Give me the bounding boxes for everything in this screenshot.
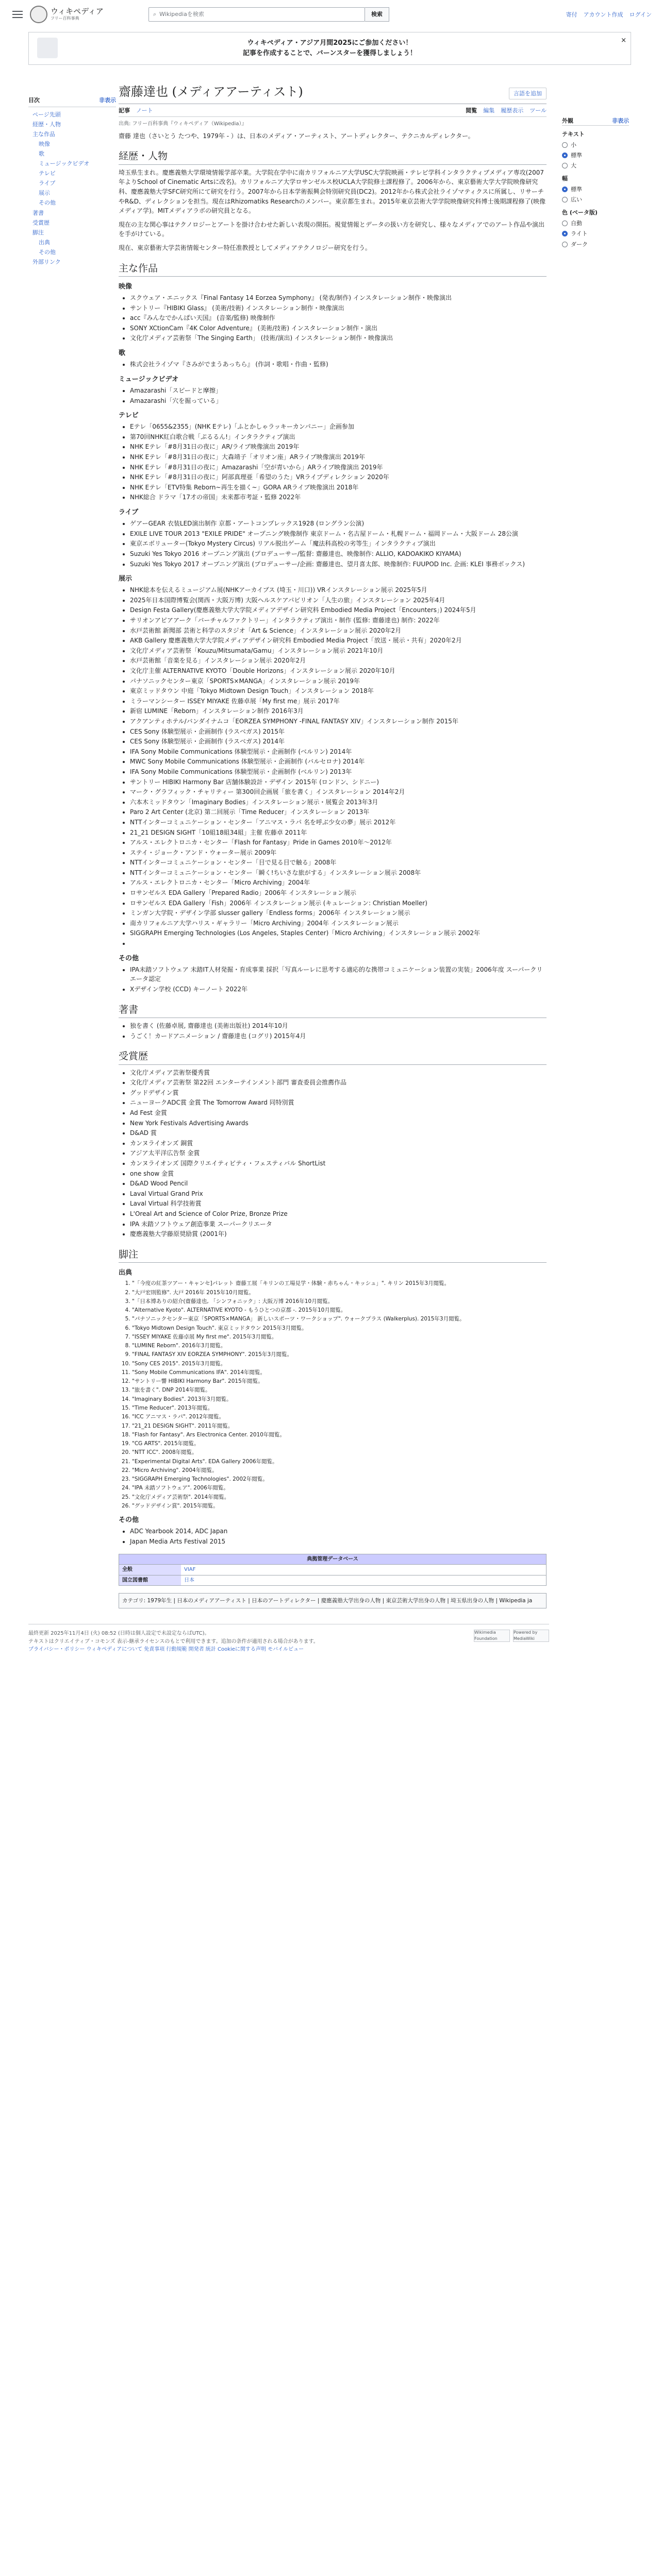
reference-item[interactable]: 1. "「今度の紅茶ツアー・キャンセ]パレット 齋藤工展「キリンの工場見学・体験・赤ちゃん・キッシュ」". キリン 2015年3月閲覧。 <box>132 1279 547 1287</box>
width-standard[interactable]: 標準 <box>562 185 629 194</box>
list-item: • NHK Eテレ「#8月31日の夜に」Amazarashi「空が青いから」ARライブ映像演出 2019年 <box>130 463 547 472</box>
authority-control <box>119 1554 547 1586</box>
radio-icon <box>562 187 568 192</box>
subsection-mv: ミュージックビデオ <box>119 375 179 383</box>
site-title: ウィキペディア <box>51 6 104 16</box>
authority-row: 全般 VIAF <box>119 1564 546 1575</box>
page-footer <box>28 1624 549 1659</box>
radio-icon <box>562 142 568 148</box>
close-icon[interactable]: × <box>621 37 626 44</box>
site-subtitle: フリー百科事典 <box>51 16 79 21</box>
add-language-button[interactable]: 言語を追加 <box>509 88 547 99</box>
section-books: 著書 <box>119 1003 547 1018</box>
create-account-link[interactable]: アカウント作成 <box>583 11 623 18</box>
awards-list <box>130 1068 547 1239</box>
list-item: • SIGGRAPH Emerging Technologies (Los Angeles, Staples Center)「Micro Archiving」インスタレーション展示 2002年 <box>130 928 547 938</box>
reference-item[interactable]: 16. "ICC アニマス・ラパ". 2012年閲覧。 <box>132 1413 547 1421</box>
site-notice-banner <box>28 32 631 65</box>
wikimedia-badge[interactable]: Wikimedia Foundation <box>474 1630 510 1642</box>
list-item: • ロサンゼルス EDA Gallery「Fish」2006年 インスタレーション展示 (キュレーション: Christian Moeller) <box>130 899 547 908</box>
list-item: • Japan Media Arts Festival 2015 <box>130 1537 547 1547</box>
reference-item[interactable]: 20. "NTT ICC". 2008年閲覧。 <box>132 1448 547 1456</box>
list-item: • 株式会社ライゾマ『さみがでまうあっちら』 (作詞・歌唱・作曲・監修) <box>130 360 547 369</box>
toc-item[interactable]: 展示 <box>39 190 50 197</box>
tab-read[interactable]: 閲覧 <box>466 107 477 114</box>
books-list <box>130 1021 547 1041</box>
list-item: • Design Festa Gallery(慶應義塾大学大学院メディアデザイン研究科 Embodied Media Project「Encounters」) 2024年5月 <box>130 605 547 615</box>
color-light[interactable]: ライト <box>562 229 629 238</box>
list-item: • Amazarashi「スピードと摩擦」 <box>130 386 547 396</box>
reference-item[interactable]: 21. "Experimental Digital Arts". EDA Gallery 2006年閲覧。 <box>132 1458 547 1466</box>
toc-title: 目次 <box>28 97 40 104</box>
radio-icon <box>562 152 568 158</box>
career-paragraph: 現在、東京藝術大学芸術情報センター特任准教授としてメディアテクノロジー研究を行う。 <box>119 244 371 251</box>
donate-link[interactable]: 寄付 <box>566 11 577 18</box>
list-item: • NHK Eテレ「#8月31日の夜に」AR/ライブ映像演出 2019年 <box>130 442 547 452</box>
list-item: • カンヌライオンズ 銅賞 <box>130 1139 547 1148</box>
reference-item[interactable]: 13. "旅を書く". DNP 2014年閲覧。 <box>132 1386 547 1394</box>
reference-item[interactable]: 14. "Imaginary Bodies". 2013年3月閲覧。 <box>132 1395 547 1403</box>
appearance-hide-button[interactable]: 非表示 <box>612 117 629 124</box>
list-item: • 第70回NHK紅白歌合戦「ぷるるん!」インタラクティブ演出 <box>130 432 547 442</box>
subsection-tv: テレビ <box>119 412 139 420</box>
list-item: • NHK総合 ドラマ「17才の帝国」未来都市考証・監修 2022年 <box>130 493 547 502</box>
mediawiki-badge[interactable]: Powered by MediaWiki <box>513 1630 549 1642</box>
subsection-exhibit: 展示 <box>119 575 133 583</box>
category-links[interactable]: カテゴリ: 1979年生 | 日本のメディアアーティスト | 日本のアートディレクター | 慶應義塾大学出身の人物 | 東京芸術大学出身の人物 | 埼玉県出身の人物 | Wikipedia ja <box>119 1593 547 1608</box>
list-item: • EXILE LIVE TOUR 2013 "EXILE PRIDE" オープニング映像制作 東京ドーム・名古屋ドーム・札幌ドーム・福岡ドーム・大阪ドーム 28公演 <box>130 529 547 539</box>
text-size-label: テキスト <box>562 131 585 138</box>
mv-list <box>130 386 547 405</box>
section-career: 経歴・人物 <box>119 149 547 164</box>
list-item: • NHK Eテレ「ETV特集 Reborn~再生を描く~」GORA ARライブ映像演出 2018年 <box>130 483 547 493</box>
reference-item[interactable]: 26. "グッドデザイン賞". 2015年閲覧。 <box>132 1502 547 1510</box>
radio-icon <box>562 242 568 247</box>
list-item: • Laval Virtual 科学技術賞 <box>130 1199 547 1209</box>
toc-item[interactable]: 映像 <box>39 141 50 148</box>
banner-image <box>37 38 58 58</box>
list-item: • Eテレ「0655&2355」(NHK Eテレ)「ふとかしゃラッキーカンパニー」企画参加 <box>130 422 547 432</box>
list-item: • ニューヨークADC賞 金賞 The Tomorrow Award 同特別賞 <box>130 1098 547 1108</box>
reference-item[interactable]: 22. "Micro Archiving". 2004年閲覧。 <box>132 1466 547 1475</box>
main-menu-icon[interactable] <box>12 11 23 18</box>
toc-item[interactable]: ライブ <box>39 180 56 187</box>
list-item: • ゲアーGEAR 衣装LED演出制作 京都・アートコンプレックス1928 (ロングラン公演) <box>130 519 547 529</box>
list-item: • サントリー HIBIKI Harmony Bar 店舗体験設計・デザイン 2015年 (ロンドン、シドニー) <box>130 777 547 787</box>
color-auto[interactable]: 自動 <box>562 219 629 228</box>
toc-item[interactable]: 脚注 <box>32 229 44 236</box>
toc-item[interactable]: ページ先頭 <box>32 111 61 118</box>
list-item: • マーク・グラフィック・チャリティー 第300回企画展「旅を書く」インスタレーション 2014年2月 <box>130 787 547 797</box>
intro-paragraph: 齋藤 達也（さいとう たつや、1979年 - ）は、日本のメディア・アーティスト、アートディレクター、テクニカルディレクター。 <box>119 132 474 140</box>
list-item: • New York Festivals Advertising Awards <box>130 1118 547 1128</box>
toc-item[interactable]: その他 <box>39 248 56 256</box>
toc-item[interactable]: 外部リンク <box>32 258 61 265</box>
reference-item[interactable]: 11. "Sony Mobile Communications IFA". 2014年閲覧。 <box>132 1368 547 1377</box>
song-list <box>130 360 547 369</box>
reference-item[interactable]: 10. "Sony CES 2015". 2015年3月閲覧。 <box>132 1360 547 1368</box>
reference-item[interactable]: 25. "文化庁メディア芸術祭". 2014年閲覧。 <box>132 1493 547 1501</box>
exhibit-list <box>130 585 547 948</box>
career-paragraph: 現在の主な関心事はテクノロジーとアートを掛け合わせた新しい表現の開拓。視覚情報とデータの扱い方を研究し、様々なメディアでのアート作品や演出を手がけている。 <box>119 221 544 238</box>
toc-item[interactable]: 受賞歴 <box>32 219 49 226</box>
article-content <box>116 65 552 1608</box>
reference-item[interactable]: 2. "大戸宏則監修". 大戸 2016年 2015年10月閲覧。 <box>132 1289 547 1297</box>
list-item: • アクアンティホテル/バンダイナムコ「EORZEA SYMPHONY -FINAL FANTASY XIV」インスタレーション制作 2015年 <box>130 717 547 726</box>
tab-article[interactable]: 記事 <box>119 107 130 114</box>
list-item: • CES Sony 体験型展示・企画制作 (ラスベガス) 2015年 <box>130 727 547 737</box>
list-item: • Suzuki Yes Tokyo 2017 オープニング演出 (プロデューサー/企画: 齋藤達也、望月喜太郎、映像制作: FUUPOD Inc. 企画: KLEI 事務ボックス) <box>130 560 547 569</box>
from-line: 出典: フリー百科事典『ウィキペディア（Wikipedia）』 <box>119 121 247 127</box>
list-item: • Ad Fest 金賞 <box>130 1108 547 1118</box>
subsection-song: 歌 <box>119 349 126 358</box>
list-item: • Xデザイン学校 (CCD) キーノート 2022年 <box>130 985 547 994</box>
list-item: • IPA未踏ソフトウェア 未踏IT人材発掘・育成事業 採択「写真ルーレに思考する適応的な携帯コミュニケーション装置の実装」2006年度 スーパークリエータ認定 <box>130 965 547 984</box>
list-item: • NHK総本を伝えるミュージアム展(NHKアーカイブス (埼玉・川口)) VRインスタレーション展示 2025年5月 <box>130 585 547 595</box>
list-item: • 慶應義塾大学藤原奨励賞 (2001年) <box>130 1229 547 1239</box>
tab-talk[interactable]: ノート <box>136 107 153 114</box>
banner-line-2: 記事を作成することで、バーンスターを獲得しましょう！ <box>242 49 417 57</box>
color-dark[interactable]: ダーク <box>562 240 629 249</box>
list-item: • 21_21 DESIGN SIGHT「10組18組34組」主催 佐藤卓 2011年 <box>130 828 547 838</box>
toc-item[interactable]: ミュージックビデオ <box>39 160 90 167</box>
video-list <box>130 293 547 343</box>
list-item: • カンヌライオンズ 国際クリエイティビティ・フェスティバル ShortList <box>130 1159 547 1168</box>
list-item: • 東京ミッドタウン 中庭「Tokyo Midtown Design Touch」インスタレーション 2018年 <box>130 686 547 696</box>
list-item: • ミンガン大学院・デザイン学部 slusser gallery「Endless forms」2006年 インスタレーション展示 <box>130 908 547 918</box>
radio-icon <box>562 163 568 168</box>
reference-item[interactable]: 19. "CG ARTS". 2015年閲覧。 <box>132 1439 547 1448</box>
table-of-contents <box>28 65 116 1608</box>
list-item: • NTTインターコミュニケーション・センター「目で見る目で触る」2008年 <box>130 858 547 868</box>
list-item: • 2025年日本国際博覧会(関西・大阪万博) 大阪ヘルスケアパビリオン「人生の旅」インスタレーション 2025年4月 <box>130 596 547 605</box>
license-text: テキストはクリエイティブ・コモンズ 表示-継承ライセンスのもとで利用できます。追加の条件が適用される場合があります。 <box>28 1638 319 1645</box>
tv-list <box>130 422 547 502</box>
reference-item[interactable]: 7. "ISSEY MIYAKE 佐藤卓展 My first me". 2015年3月閲覧。 <box>132 1333 547 1341</box>
list-item: • IFA Sony Mobile Communications 体験型展示・企画制作 (ベルリン) 2014年 <box>130 747 547 757</box>
login-link[interactable]: ログイン <box>629 11 652 18</box>
list-item: • L'Oreal Art and Science of Color Prize, Bronze Prize <box>130 1209 547 1219</box>
other2-list <box>130 1527 547 1546</box>
toc-item[interactable]: テレビ <box>39 170 56 177</box>
reference-item[interactable]: 15. "Time Reducer". 2013年閲覧。 <box>132 1404 547 1412</box>
toc-item[interactable]: 著書 <box>32 209 44 216</box>
width-label: 幅 <box>562 175 568 182</box>
list-item: • アルス・エレクトロニカ・センター「Micro Archiving」2004年 <box>130 878 547 888</box>
toc-item[interactable]: 経歴・人物 <box>32 121 61 128</box>
text-size-standard[interactable]: 標準 <box>562 151 629 160</box>
radio-icon <box>562 197 568 202</box>
career-paragraph: 埼玉県生まれ。慶應義塾大学環境情報学部卒業。大学院在学中に南カリフォルニア大学USC大学院映画・テレビ学科インタラクティブメディア専攻(2007年よりSchool of Cinematic Artsに改名)。カリフォルニア大学ロサンゼルス校UCLA大学院修士課程修了。2006年から、東京藝術大学大学院映像研究科、慶應義塾大学SFC研究所にて研究を行う。2007年から日本学術振興会特別研究員(DC2)。2012年から株式会社ライゾマティクスに所属し、リサーチやR&D、ディレクションを担当。現在はRhizomatiks Researchのメンバー。東京都生まれ。2015年東京芸術大学学院映像研究科博士後期課程修了(映像メディア学)。MITメディアラボの研究員となる。 <box>119 168 546 215</box>
list-item: • グッドデザイン賞 <box>130 1088 547 1098</box>
list-item: • one show 金賞 <box>130 1169 547 1179</box>
search-input[interactable]: ⌕ Wikipediaを検索 <box>148 7 365 22</box>
list-item: • スクウェア・エニックス『Final Fantasy 14 Eorzea Symphony』 (発表/制作) インスタレーション制作・映像演出 <box>130 293 547 303</box>
text-size-large[interactable]: 大 <box>562 161 629 170</box>
tab-tools[interactable]: ツール <box>529 107 547 114</box>
list-item: • 文化庁メディア芸術祭「The Singing Earth」 (技術/演出) インスタレーション制作・映像演出 <box>130 333 547 343</box>
references-list <box>132 1279 547 1510</box>
list-item: • Laval Virtual Grand Prix <box>130 1189 547 1199</box>
reference-item[interactable]: 24. "IPA 未踏ソフトウェア". 2006年閲覧。 <box>132 1484 547 1492</box>
user-links <box>566 10 652 19</box>
subsection-sources: 出典 <box>119 1269 133 1277</box>
list-item: • NTTインターコミュニケーション・センター「アニマス・ラパ 名を呼ぶ少女の夢」展示 2012年 <box>130 818 547 827</box>
list-item: • ADC Yearbook 2014, ADC Japan <box>130 1527 547 1536</box>
list-item: • NTTインターコミュニケーション・センター「瞬く!ちいさな旅がする」インスタレーション展示 2008年 <box>130 868 547 878</box>
subsection-other: その他 <box>119 954 139 962</box>
list-item: • ロサンゼルス EDA Gallery「Prepared Radio」2006年 インスタレーション展示 <box>130 888 547 898</box>
list-item: • うごく！カードアニメーション / 齋藤達也 (コグリ) 2015年4月 <box>130 1031 547 1041</box>
list-item: • 南カリフォルニア大学ハリス・ギャラリー「Micro Archiving」2004年 インスタレーション展示 <box>130 919 547 928</box>
search-icon: ⌕ <box>153 11 157 18</box>
list-item: • 文化庁メディア芸術祭優秀賞 <box>130 1068 547 1078</box>
color-label: 色 (ベータ版) <box>562 209 598 216</box>
list-item: • CES Sony 体験型展示・企画制作 (ラスベガス) 2014年 <box>130 737 547 747</box>
list-item: • アルス・エレクトロニカ・センター「Flash for Fantasy」Pride in Games 2010年〜2012年 <box>130 838 547 848</box>
list-item: • ステイ・ジョーク・アンド・ウォーター展示 2009年 <box>130 848 547 858</box>
reference-item[interactable]: 23. "SIGGRAPH Emerging Technologies". 2002年閲覧。 <box>132 1475 547 1483</box>
banner-line-1[interactable]: ウィキペディア・アジア月間2025にご参加ください！ <box>247 39 412 47</box>
list-item: • SONY XCtionCam『4K Color Adventure』 (美術/技術) インスタレーション制作・演出 <box>130 324 547 333</box>
toc-item[interactable]: その他 <box>39 199 56 207</box>
search-form <box>148 7 389 22</box>
authority-title: 典拠管理データベース <box>119 1554 546 1565</box>
site-logo[interactable] <box>30 6 107 23</box>
toc-hide-button[interactable]: 非表示 <box>99 97 116 104</box>
list-item: • AKB Gallery 慶應義塾大学大学院メディアデザイン研究科 Embodied Media Project「放送・展示・共有」2020年2月 <box>130 636 547 646</box>
list-item: • MWC Sony Mobile Communications 体験型展示・企画制作 (バルセロナ) 2014年 <box>130 757 547 767</box>
subsection-video: 映像 <box>119 282 133 291</box>
tab-history[interactable]: 履歴表示 <box>501 107 524 114</box>
list-item: • 六本木ミッドタウン「Imaginary Bodies」インスタレーション展示・展覧会 2013年3月 <box>130 798 547 807</box>
other-list <box>130 965 547 994</box>
reference-item[interactable]: 6. "Tokyo Midtown Design Touch". 東京ミッドタウン 2015年3月閲覧。 <box>132 1324 547 1332</box>
list-item: • 文化庁主催 ALTERNATIVE KYOTO「Double Horizons」インスタレーション展示 2020年10月 <box>130 666 547 676</box>
list-item: • Amazarashi「穴を掘っている」 <box>130 396 547 406</box>
toc-item[interactable]: 歌 <box>39 150 44 158</box>
list-item: • アジア太平洋広告祭 金賞 <box>130 1148 547 1158</box>
list-item <box>130 939 547 948</box>
live-list <box>130 519 547 569</box>
list-item: • 文化庁メディア芸術祭「Kouzu/Mitsumata/Gamu」インスタレーション展示 2021年10月 <box>130 646 547 656</box>
list-item: • Paro 2 Art Center (北京) 第二回展示「Time Reducer」インスタレーション 2013年 <box>130 807 547 817</box>
reference-item[interactable]: 12. "サントリー響 HIBIKI Harmony Bar". 2015年閲覧。 <box>132 1377 547 1385</box>
search-button[interactable]: 検索 <box>365 7 389 22</box>
list-item: • サリオンアピアアーク「バーチャルファクトリー」インタラクティブ演出・制作 (監修: 齋藤達也) 制作: 2022年 <box>130 616 547 625</box>
list-item: • パナソニックセンター東京「SPORTS×MANGA」インスタレーション展示 2019年 <box>130 676 547 686</box>
list-item: • サントリー『HIBIKI Glass』 (美術/技術) インスタレーション制作・映像演出 <box>130 303 547 313</box>
radio-icon <box>562 221 568 226</box>
appearance-title: 外観 <box>562 117 573 124</box>
tab-edit[interactable]: 編集 <box>483 107 495 114</box>
section-works: 主な作品 <box>119 261 547 277</box>
list-item: • 独を書く (佐藤卓展, 齋藤達也 (美術出版社) 2014年10月 <box>130 1021 547 1031</box>
width-wide[interactable]: 広い <box>562 195 629 204</box>
list-item: • IFA Sony Mobile Communications 体験型展示・企画制作 (ベルリン) 2013年 <box>130 767 547 777</box>
footer-links[interactable]: プライバシー・ポリシー ウィキペディアについて 免責事項 行動規範 開発者 統計 Cookieに関する声明 モバイルビュー <box>28 1647 304 1653</box>
subsection-other-2: その他 <box>119 1516 139 1524</box>
section-awards: 受賞歴 <box>119 1049 547 1064</box>
reference-item[interactable]: 4. "Alternative Kyoto". ALTERNATIVE KYOTO - もうひとつの京都 -. 2015年10月閲覧。 <box>132 1306 547 1314</box>
reference-item[interactable]: 3. "「日本博ありの紹介(齋藤達也, 「シンフォニック」: 大阪万博 2016年10月閲覧。 <box>132 1297 547 1306</box>
list-item: • ミラーマンシーター ISSEY MIYAKE 佐藤卓展「My first me」展示 2017年 <box>130 697 547 706</box>
list-item: • Suzuki Yes Tokyo 2016 オープニング演出 (プロデューサー/監督: 齋藤達也、映像制作: ALLIO, KADOAKIKO KIYAMA) <box>130 549 547 559</box>
list-item: • NHK Eテレ「#8月31日の夜に」阿部真理亜「希望のうた」VRライブディレクション 2020年 <box>130 472 547 482</box>
page-title: 齋藤達也 (メディアアーティスト) 言語を追加 <box>119 82 547 104</box>
reference-item[interactable]: 18. "Flash for Fantasy". Ars Electronica Center. 2010年閲覧。 <box>132 1431 547 1439</box>
list-item: • D&AD 賞 <box>130 1128 547 1138</box>
reference-item[interactable]: 5. "パナソニックセンター東京「SPORTS×MANGA」 新しいスポーツ・ワークショップ". ウォークプラス (Walkerplus). 2015年3月閲覧。 <box>132 1315 547 1323</box>
list-item: • D&AD Wood Pencil <box>130 1179 547 1189</box>
reference-item[interactable]: 9. "FINAL FANTASY XIV EORZEA SYMPHONY". 2015年3月閲覧。 <box>132 1350 547 1359</box>
appearance-panel <box>552 65 629 1608</box>
page-tabs <box>119 106 547 117</box>
reference-item[interactable]: 8. "LUMINE Reborn". 2016年3月閲覧。 <box>132 1342 547 1350</box>
reference-item[interactable]: 17. "21_21 DESIGN SIGHT". 2011年閲覧。 <box>132 1422 547 1430</box>
site-header <box>0 0 662 29</box>
list-item: • acc『みんなでかんぱい天国』 (音楽/監修) 映像制作 <box>130 313 547 323</box>
text-size-small[interactable]: 小 <box>562 141 629 149</box>
list-item: • 水戸芸術館 新聞部 芸術と科学のスタジオ「Art & Science」インスタレーション展示 2020年2月 <box>130 626 547 636</box>
wikipedia-globe-icon <box>30 6 47 23</box>
radio-icon <box>562 231 568 236</box>
last-modified: 最終更新 2025年11月4日 (火) 08:52 (日時は個人設定で未設定ならばUTC)。 <box>28 1631 210 1637</box>
subsection-live: ライブ <box>119 509 139 517</box>
authority-row: 国立図書館 日本 <box>119 1575 546 1586</box>
section-notes: 脚注 <box>119 1247 547 1263</box>
list-item: • 東京エボリューター(Tokyo Mystery Circus) リアル脱出ゲーム「魔法科高校の劣等生」インタラクティブ演出 <box>130 539 547 549</box>
list-item: • IPA 未踏ソフトウェア創造事業 スーパークリエータ <box>130 1219 547 1229</box>
list-item: • 水戸芸術館「音楽を見る」インスタレーション展示 2020年2月 <box>130 656 547 666</box>
list-item: • NHK Eテレ「#8月31日の夜に」大森靖子「オリオン座」ARライブ映像演出 2019年 <box>130 452 547 462</box>
toc-item[interactable]: 出典 <box>39 239 50 246</box>
toc-item[interactable]: 主な作品 <box>32 131 55 138</box>
list-item: • 文化庁メディア芸術祭 第22回 エンターテインメント部門 審査委員会推薦作品 <box>130 1078 547 1088</box>
list-item: • 新宿 LUMINE「Reborn」インスタレーション制作 2016年3月 <box>130 706 547 716</box>
